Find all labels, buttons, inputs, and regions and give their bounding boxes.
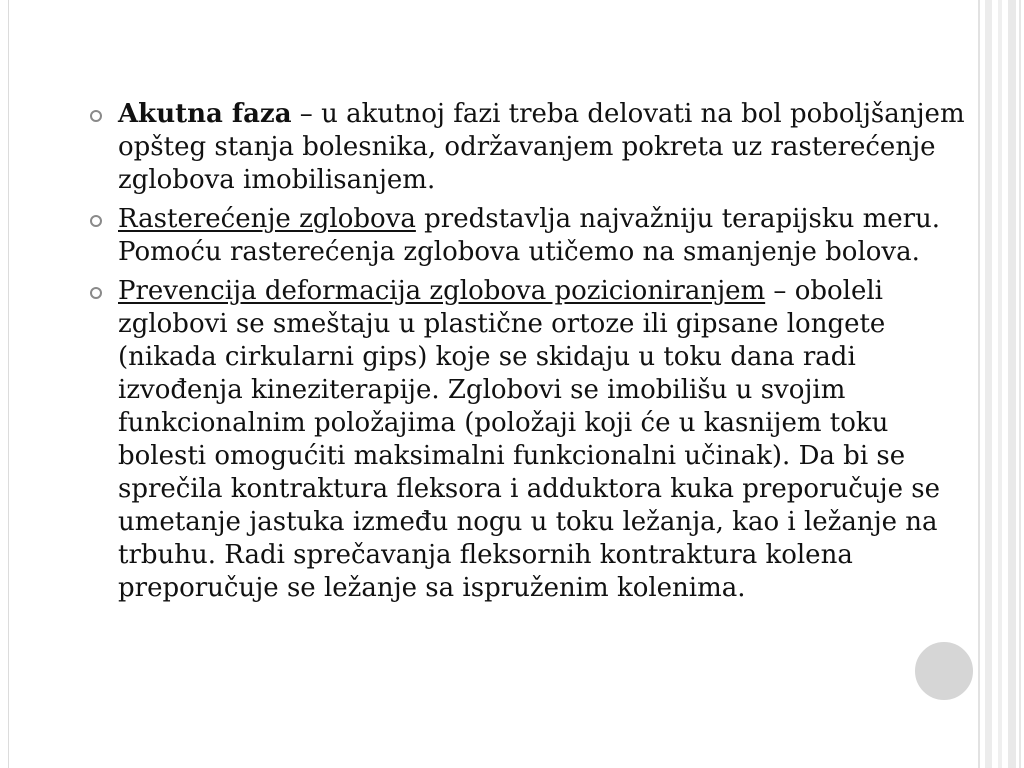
bullet-lead: Akutna faza	[118, 99, 292, 129]
slide-content	[86, 98, 966, 611]
bullet-lead: Rasterećenje zglobova	[118, 204, 416, 234]
ring-bullet-icon	[90, 215, 102, 227]
decorative-circle	[913, 640, 975, 702]
ring-bullet-icon	[90, 110, 102, 122]
bullet-text: – oboleli zglobovi se smeštaju u plastične ortoze ili gipsane longete (nikada cirkularni gips) koje se skidaju u toku dana radi izvođenja kineziterapije. Zglobovi se imobilišu u svojim funkcionalnim položajima (položaji koji će u kasnijem toku bolesti omogućiti maksimalni funkcionalni učinak). Da bi se sprečila kontraktura fleksora i adduktora kuka preporučuje se umetanje jastuka između nogu u toku ležanja, kao i ležanje na trbuhu. Radi sprečavanja fleksornih kontraktura kolena preporučuje se ležanje sa ispruženim kolenima.	[118, 276, 940, 603]
right-stripe	[998, 0, 1002, 768]
bullet-item-rasterecenje	[86, 203, 966, 269]
bullet-list	[86, 98, 966, 605]
right-stripe	[985, 0, 992, 768]
right-stripe	[978, 0, 980, 768]
left-border-line	[8, 0, 9, 768]
bullet-lead: Prevencija deformacija zglobova pozicioniranjem	[118, 276, 766, 306]
bullet-text: – u akutnoj fazi treba delovati na bol poboljšanjem opšteg stanja bolesnika, održavanjem pokreta uz rasterećenje zglobova imobilisanjem.	[118, 99, 965, 195]
ring-bullet-icon	[90, 287, 102, 299]
right-stripe	[1008, 0, 1016, 768]
bullet-item-prevencija	[86, 275, 966, 605]
right-stripe	[1019, 0, 1021, 768]
bullet-item-akutna-faza	[86, 98, 966, 197]
bullet-text: predstavlja najvažniju terapijsku meru. Pomoću rasterećenja zglobova utičemo na smanjenje bolova.	[118, 204, 941, 267]
